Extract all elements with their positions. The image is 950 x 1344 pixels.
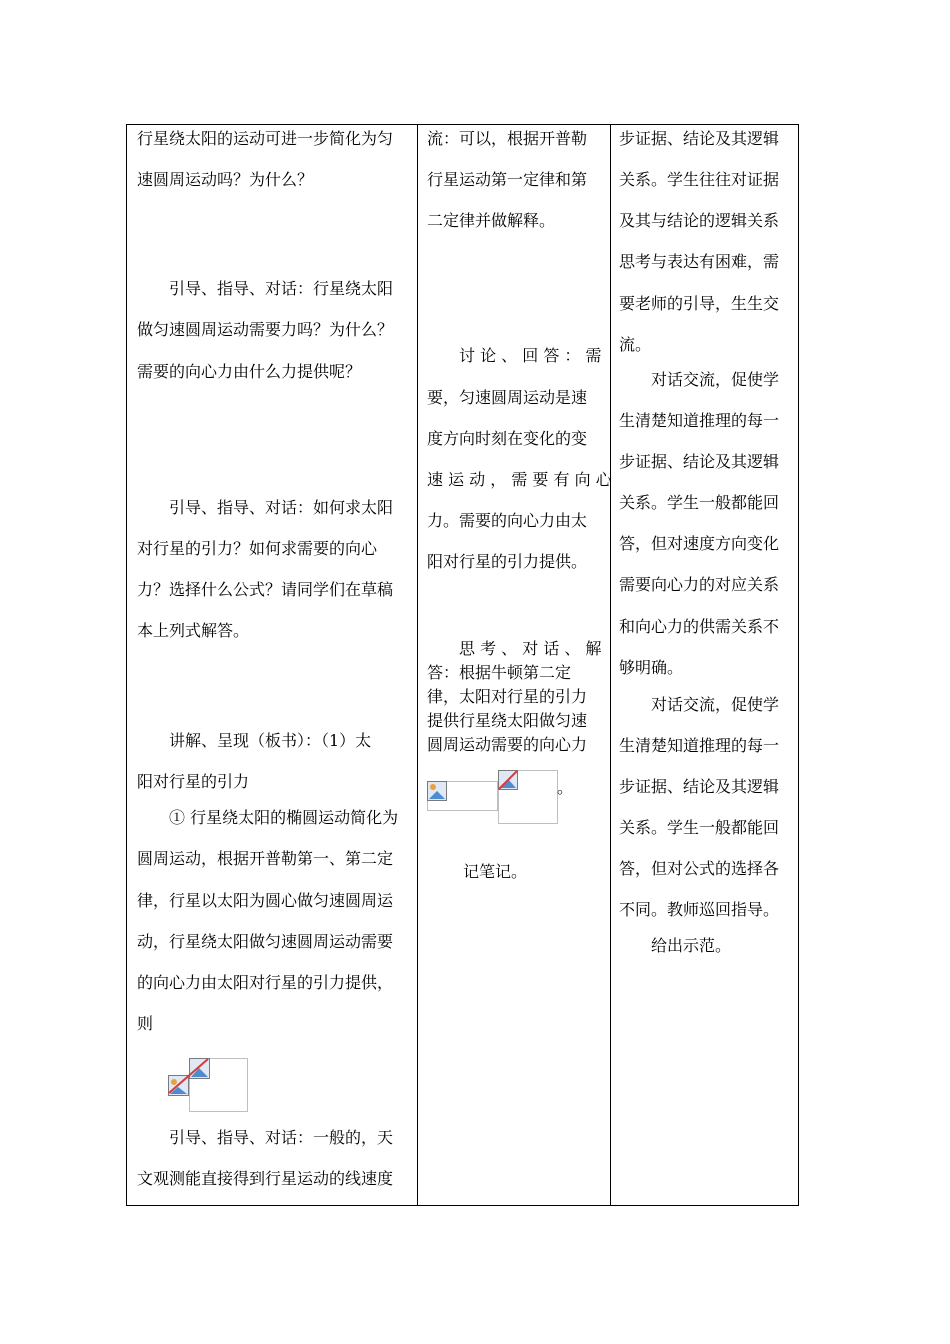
paragraph-line: 阳对行星的引力	[137, 772, 250, 791]
broken-image-icon	[498, 770, 518, 790]
paragraph-line: 引导、指导、对话：一般的，天	[169, 1128, 394, 1147]
paragraph-line: 提供行星绕太阳做匀速	[427, 711, 588, 730]
paragraph-line: 阳对行星的引力提供。	[427, 552, 588, 571]
broken-image-icon	[427, 781, 447, 801]
paragraph-line: 需要向心力的对应关系	[619, 575, 780, 594]
paragraph-line: 圆周运动，根据开普勒第一、第二定	[137, 849, 394, 868]
paragraph-line: 生清楚知道推理的每一	[619, 736, 780, 755]
paragraph-line: 关系。学生一般都能回	[619, 818, 780, 837]
paragraph-line: 力？选择什么公式？请同学们在草稿	[137, 580, 394, 599]
paragraph-line: 二定律并做解释。	[427, 211, 556, 230]
paragraph-line: 步证据、结论及其逻辑	[619, 129, 780, 148]
punctuation: 。	[557, 778, 574, 797]
paragraph-line: 的向心力由太阳对行星的引力提供，	[137, 973, 394, 992]
paragraph-line: 要老师的引导，生生交	[619, 294, 780, 313]
paragraph-line: 不同。教师巡回指导。	[619, 900, 780, 919]
paragraph-line: 行星绕太阳的运动可进一步简化为匀	[137, 129, 394, 148]
paragraph-line: 步证据、结论及其逻辑	[619, 452, 780, 471]
paragraph-line: 生清楚知道推理的每一	[619, 411, 780, 430]
paragraph-line: 对话交流，促使学	[651, 370, 780, 389]
paragraph-line: 行星运动第一定律和第	[427, 170, 588, 189]
paragraph-line: 答，但对速度方向变化	[619, 534, 780, 553]
paragraph-line: 关系。学生一般都能回	[619, 493, 780, 512]
paragraph-line: 引导、指导、对话：行星绕太阳	[169, 279, 394, 298]
paragraph-line: 需要的向心力由什么力提供呢？	[137, 362, 362, 381]
paragraph-line: 动，行星绕太阳做匀速圆周运动需要	[137, 932, 394, 951]
paragraph-line: 度方向时刻在变化的变	[427, 429, 588, 448]
paragraph-line: 力。需要的向心力由太	[427, 511, 588, 530]
paragraph-line: 流：可以，根据开普勒	[427, 129, 588, 148]
paragraph-line: 文观测能直接得到行星运动的线速度	[137, 1169, 394, 1188]
paragraph-line: ① 行星绕太阳的椭圆运动简化为	[169, 808, 399, 827]
paragraph-line: 引导、指导、对话：如何求太阳	[169, 498, 394, 517]
paragraph-line: 速圆周运动吗？为什么？	[137, 170, 314, 189]
paragraph-line: 流。	[619, 335, 652, 354]
paragraph-line: 对话交流，促使学	[651, 695, 780, 714]
paragraph-line: 答：根据牛顿第二定	[427, 663, 572, 682]
paragraph-line: 要，匀速圆周运动是速	[427, 388, 588, 407]
paragraph-line: 记笔记。	[463, 862, 528, 881]
paragraph-line: 速 运 动 ， 需 要 有 向 心	[427, 470, 612, 489]
paragraph-line: 本上列式解答。	[137, 621, 250, 640]
paragraph-line: 给出示范。	[651, 936, 732, 955]
paragraph-line: 思考与表达有困难，需	[619, 252, 780, 271]
paragraph-line: 则	[137, 1014, 154, 1033]
paragraph-line: 做匀速圆周运动需要力吗？为什么？	[137, 320, 394, 339]
broken-image-icon	[168, 1058, 210, 1096]
paragraph-line: 及其与结论的逻辑关系	[619, 211, 780, 230]
paragraph-line: 关系。学生往往对证据	[619, 170, 780, 189]
paragraph-line: 讲解、呈现（板书）：（1）太	[169, 731, 372, 750]
paragraph-line: 讨 论 、 回 答 ： 需	[459, 346, 602, 365]
paragraph-line: 步证据、结论及其逻辑	[619, 777, 780, 796]
paragraph-line: 思 考 、 对 话 、 解	[459, 639, 602, 658]
paragraph-line: 和向心力的供需关系不	[619, 617, 780, 636]
column-divider	[417, 125, 418, 1205]
column-divider	[610, 125, 611, 1205]
paragraph-line: 律，太阳对行星的引力	[427, 687, 588, 706]
paragraph-line: 律，行星以太阳为圆心做匀速圆周运	[137, 891, 394, 910]
paragraph-line: 答，但对公式的选择各	[619, 859, 780, 878]
paragraph-line: 圆周运动需要的向心力	[427, 735, 588, 754]
paragraph-line: 够明确。	[619, 658, 684, 677]
paragraph-line: 对行星的引力？如何求需要的向心	[137, 539, 378, 558]
